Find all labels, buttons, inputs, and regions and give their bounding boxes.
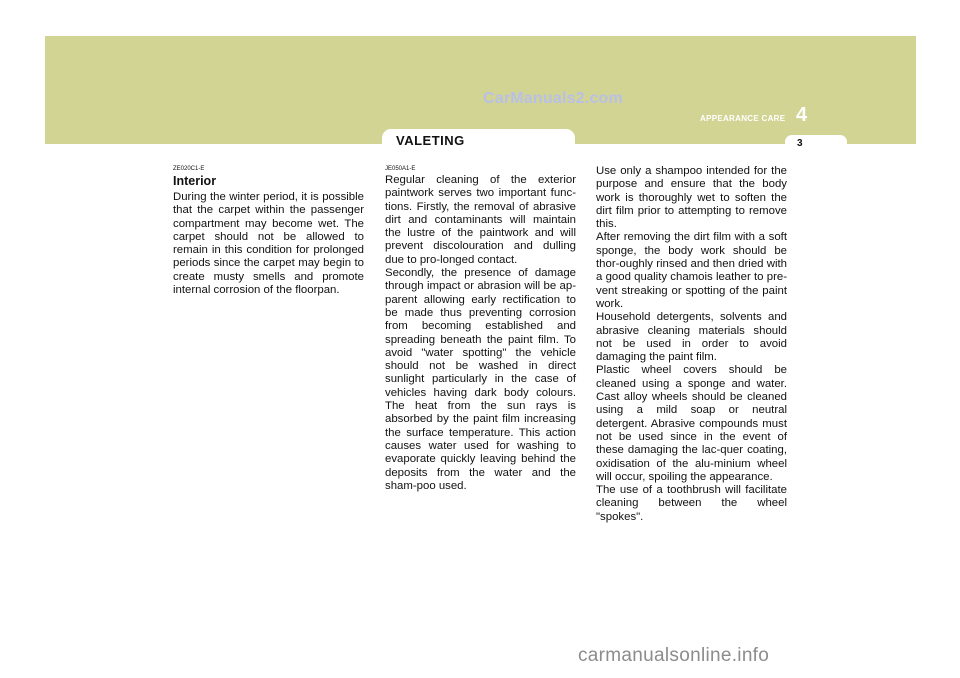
chapter-label: APPEARANCE CARE [700, 114, 786, 123]
section-title: VALETING [396, 133, 465, 148]
paragraph-wheels: Use only a shampoo intended for the purpose and ensure that the body work is thoroughly wet to soften the dirt film prior to attempting to remove this. After removing the dirt film with a soft sponge, the body work should be thor-oughly rinsed and then dried with a good quality chamois leather to pre-vent streaking or spotting of the paint work. Household detergents, solvents and abrasive cleaning materials should not be used in order to avoid damaging the paint film. Plastic wheel covers should be cleaned using a sponge and water. Cast alloy wheels should be cleaned using a mild soap or neutral detergent. Abrasive compounds must not be used since in the event of these damaging the lac-quer coating, oxidisation of the alu-minium wheel will occur, spoiling the appearance. The use of a toothbrush will facilitate cleaning between the wheel "spokes". [596, 165, 787, 523]
paragraph-exterior: Regular cleaning of the exterior paintwork serves two important func-tions. Firstly, the removal of abrasive dirt and contaminants will maintain the lustre of the paintwork and will prevent discolouration and dulling due to pro-longed contact. Secondly, the presence of damage through impact or abrasion will be ap-parent allowing early rectification to be made thus preventing corrosion from becoming established and spreading beneath the paint film. To avoid "water spotting" the vehicle should not be washed in direct sunlight particularly in the case of vehicles having dark body colours. The heat from the sun rays is absorbed by the paint film increasing the surface temperature. This action causes water used for washing to evaporate quickly leaving behind the deposits from the water and the sham-poo used. [385, 174, 576, 492]
column-exterior [385, 165, 576, 493]
page-tab [785, 135, 847, 151]
section-code-interior: ZE020C1-E [173, 166, 205, 172]
column-interior [173, 165, 364, 297]
header-band [45, 36, 916, 144]
paragraph-interior: During the winter period, it is possible that the carpet within the passenger compartment may become wet. The carpet should not be allowed to remain in this condition for prolonged periods since the carpet may begin to create musty smells and promote internal corrosion of the floorpan. [173, 191, 364, 297]
section-code-exterior: JE050A1-E [385, 166, 416, 172]
page-number: 3 [797, 138, 803, 149]
watermark-top: CarManuals2.com [483, 90, 623, 107]
column-wheels [596, 165, 787, 524]
heading-interior: Interior [173, 174, 217, 188]
chapter-number: 4 [796, 104, 808, 126]
watermark-bottom: carmanualsonline.info [578, 645, 770, 666]
